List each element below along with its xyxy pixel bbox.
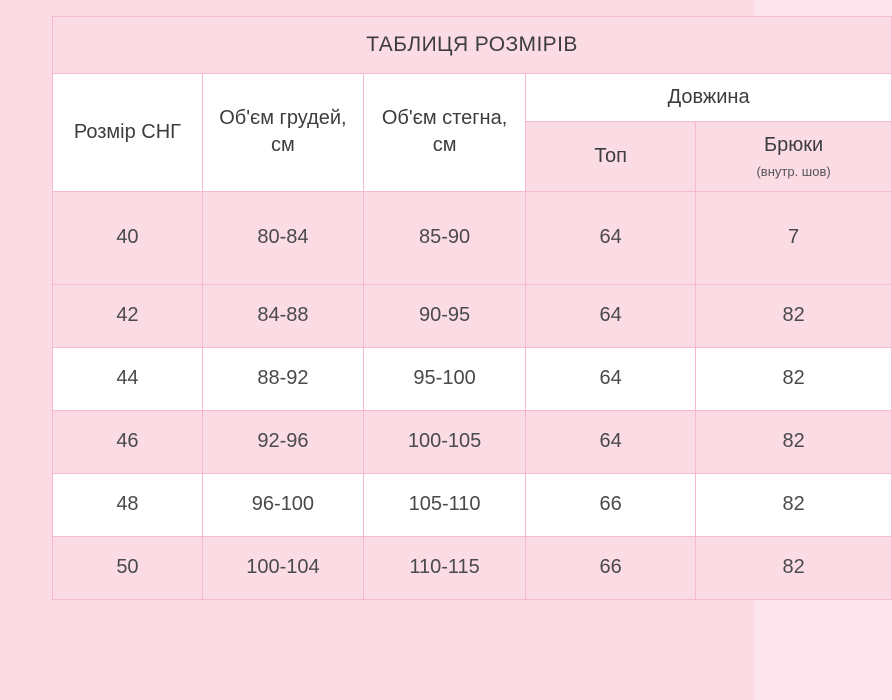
cell-size: 40 (53, 191, 203, 284)
left-background-strip (0, 16, 52, 600)
cell-trousers: 82 (696, 473, 892, 536)
cell-size: 46 (53, 410, 203, 473)
cell-top: 66 (526, 536, 696, 599)
bottom-background-band (0, 600, 754, 700)
cell-bust: 100-104 (202, 536, 363, 599)
cell-hips: 90-95 (363, 284, 525, 347)
table-row (53, 284, 892, 347)
header-trousers-label: Брюки (764, 134, 824, 156)
cell-size: 44 (53, 347, 203, 410)
cell-trousers: 82 (696, 536, 892, 599)
table-header-row-1 (53, 74, 892, 122)
cell-top: 64 (526, 347, 696, 410)
cell-size: 50 (53, 536, 203, 599)
cell-size: 42 (53, 284, 203, 347)
header-bust: Об'єм грудей, см (202, 74, 363, 192)
cell-hips: 100-105 (363, 410, 525, 473)
table-row (53, 347, 892, 410)
header-hips: Об'єм стегна, см (363, 74, 525, 192)
cell-hips: 110-115 (363, 536, 525, 599)
cell-top: 64 (526, 284, 696, 347)
cell-trousers: 82 (696, 410, 892, 473)
table-row (53, 191, 892, 284)
header-size: Розмір СНГ (53, 74, 203, 192)
table-row (53, 410, 892, 473)
cell-size: 48 (53, 473, 203, 536)
cell-hips: 85-90 (363, 191, 525, 284)
cell-trousers: 82 (696, 347, 892, 410)
cell-bust: 80-84 (202, 191, 363, 284)
cell-hips: 105-110 (363, 473, 525, 536)
top-background-band (0, 0, 754, 16)
header-length-group: Довжина (526, 74, 892, 122)
size-table-wrapper (52, 16, 831, 600)
cell-top: 66 (526, 473, 696, 536)
table-row (53, 536, 892, 599)
header-top: Топ (526, 122, 696, 192)
header-trousers-note: (внутр. шов) (756, 164, 831, 179)
cell-trousers: 82 (696, 284, 892, 347)
size-table (52, 16, 892, 600)
cell-bust: 84-88 (202, 284, 363, 347)
cell-bust: 92-96 (202, 410, 363, 473)
table-row (53, 473, 892, 536)
cell-bust: 88-92 (202, 347, 363, 410)
table-title-row (53, 17, 892, 74)
page-title: ТАБЛИЦЯ РОЗМІРІВ (53, 17, 892, 74)
cell-hips: 95-100 (363, 347, 525, 410)
cell-bust: 96-100 (202, 473, 363, 536)
cell-top: 64 (526, 410, 696, 473)
cell-top: 64 (526, 191, 696, 284)
cell-trousers: 7 (696, 191, 892, 284)
header-trousers (696, 122, 892, 192)
